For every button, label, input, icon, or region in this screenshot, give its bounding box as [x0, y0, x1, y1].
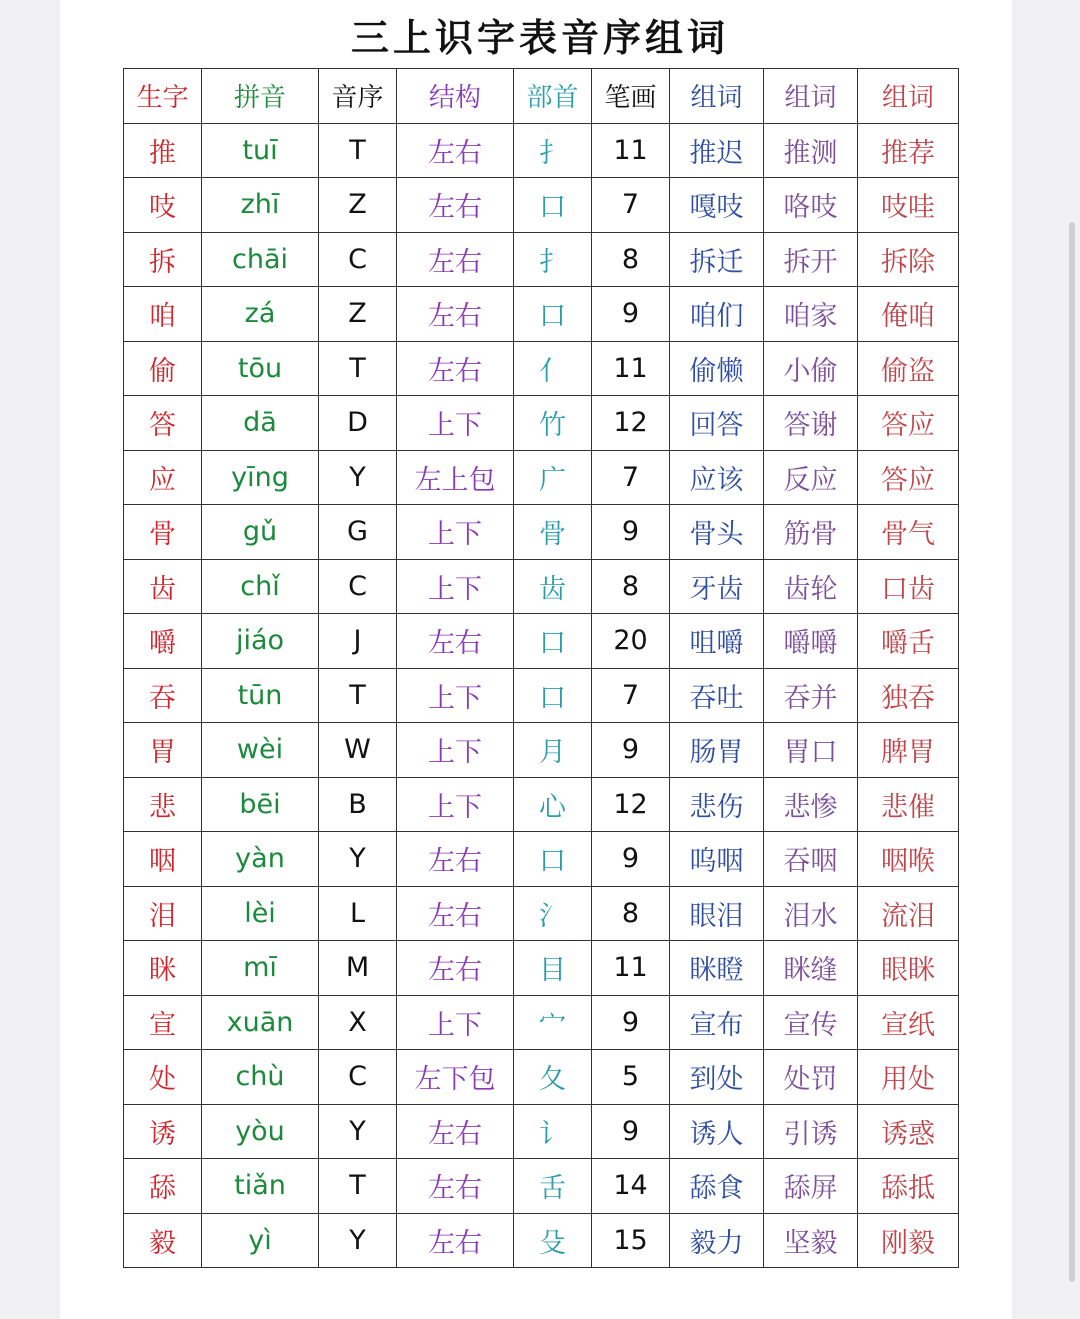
table-row — [124, 1050, 959, 1105]
order-cell: Y — [319, 832, 397, 887]
order-cell: D — [319, 396, 397, 451]
header-char: 生字 — [124, 69, 202, 124]
word-1-cell: 宣布 — [670, 995, 764, 1050]
char-cell: 毅 — [124, 1213, 202, 1268]
header-word-1: 组词 — [670, 69, 764, 124]
pinyin-cell: zá — [202, 287, 319, 342]
word-3-cell: 诱惑 — [858, 1104, 959, 1159]
table-row — [124, 287, 959, 342]
order-cell: Y — [319, 1104, 397, 1159]
word-2-cell: 推测 — [764, 123, 858, 178]
strokes-cell: 11 — [592, 123, 670, 178]
radical-cell: 宀 — [514, 995, 592, 1050]
structure-cell: 上下 — [397, 723, 514, 778]
strokes-cell: 14 — [592, 1159, 670, 1214]
char-cell: 悲 — [124, 777, 202, 832]
radical-cell: 目 — [514, 941, 592, 996]
char-cell: 咽 — [124, 832, 202, 887]
order-cell: Y — [319, 450, 397, 505]
word-1-cell: 悲伤 — [670, 777, 764, 832]
strokes-cell: 7 — [592, 668, 670, 723]
pinyin-cell: tūn — [202, 668, 319, 723]
structure-cell: 左右 — [397, 1159, 514, 1214]
char-cell: 泪 — [124, 886, 202, 941]
word-3-cell: 刚毅 — [858, 1213, 959, 1268]
structure-cell: 左右 — [397, 232, 514, 287]
strokes-cell: 15 — [592, 1213, 670, 1268]
table-row — [124, 1159, 959, 1214]
word-3-cell: 咽喉 — [858, 832, 959, 887]
order-cell: T — [319, 341, 397, 396]
strokes-cell: 20 — [592, 614, 670, 669]
radical-cell: 齿 — [514, 559, 592, 614]
word-1-cell: 到处 — [670, 1050, 764, 1105]
table-row — [124, 396, 959, 451]
pinyin-cell: chù — [202, 1050, 319, 1105]
word-1-cell: 眼泪 — [670, 886, 764, 941]
word-2-cell: 处罚 — [764, 1050, 858, 1105]
word-3-cell: 舔抵 — [858, 1159, 959, 1214]
strokes-cell: 8 — [592, 232, 670, 287]
pinyin-cell: xuān — [202, 995, 319, 1050]
word-2-cell: 胃口 — [764, 723, 858, 778]
structure-cell: 左上包 — [397, 450, 514, 505]
order-cell: G — [319, 505, 397, 560]
structure-cell: 上下 — [397, 396, 514, 451]
radical-cell: 亻 — [514, 341, 592, 396]
table-row — [124, 1104, 959, 1159]
word-1-cell: 嘎吱 — [670, 178, 764, 233]
order-cell: L — [319, 886, 397, 941]
table-row — [124, 1213, 959, 1268]
header-row — [124, 69, 959, 124]
word-2-cell: 咯吱 — [764, 178, 858, 233]
order-cell: X — [319, 995, 397, 1050]
order-cell: Z — [319, 178, 397, 233]
pinyin-cell: dā — [202, 396, 319, 451]
word-2-cell: 答谢 — [764, 396, 858, 451]
pinyin-cell: jiáo — [202, 614, 319, 669]
word-1-cell: 呜咽 — [670, 832, 764, 887]
strokes-cell: 5 — [592, 1050, 670, 1105]
structure-cell: 左右 — [397, 832, 514, 887]
word-3-cell: 答应 — [858, 396, 959, 451]
pinyin-cell: chāi — [202, 232, 319, 287]
word-2-cell: 拆开 — [764, 232, 858, 287]
order-cell: W — [319, 723, 397, 778]
word-3-cell: 脾胃 — [858, 723, 959, 778]
strokes-cell: 11 — [592, 341, 670, 396]
radical-cell: 扌 — [514, 123, 592, 178]
pinyin-cell: zhī — [202, 178, 319, 233]
word-2-cell: 引诱 — [764, 1104, 858, 1159]
table-row — [124, 614, 959, 669]
strokes-cell: 9 — [592, 832, 670, 887]
word-2-cell: 宣传 — [764, 995, 858, 1050]
table-row — [124, 777, 959, 832]
word-2-cell: 眯缝 — [764, 941, 858, 996]
vocab-table — [123, 68, 959, 1268]
char-cell: 吞 — [124, 668, 202, 723]
char-cell: 推 — [124, 123, 202, 178]
order-cell: T — [319, 668, 397, 723]
structure-cell: 上下 — [397, 995, 514, 1050]
char-cell: 诱 — [124, 1104, 202, 1159]
word-1-cell: 肠胃 — [670, 723, 764, 778]
radical-cell: 口 — [514, 832, 592, 887]
order-cell: T — [319, 123, 397, 178]
word-1-cell: 舔食 — [670, 1159, 764, 1214]
word-1-cell: 眯瞪 — [670, 941, 764, 996]
radical-cell: 夂 — [514, 1050, 592, 1105]
order-cell: T — [319, 1159, 397, 1214]
word-3-cell: 吱哇 — [858, 178, 959, 233]
radical-cell: 殳 — [514, 1213, 592, 1268]
table-row — [124, 505, 959, 560]
word-3-cell: 用处 — [858, 1050, 959, 1105]
word-2-cell: 嚼嚼 — [764, 614, 858, 669]
word-2-cell: 齿轮 — [764, 559, 858, 614]
order-cell: M — [319, 941, 397, 996]
structure-cell: 左右 — [397, 941, 514, 996]
table-row — [124, 723, 959, 778]
radical-cell: 竹 — [514, 396, 592, 451]
pinyin-cell: yòu — [202, 1104, 319, 1159]
pinyin-cell: lèi — [202, 886, 319, 941]
char-cell: 骨 — [124, 505, 202, 560]
order-cell: J — [319, 614, 397, 669]
strokes-cell: 12 — [592, 396, 670, 451]
word-2-cell: 吞咽 — [764, 832, 858, 887]
char-cell: 嚼 — [124, 614, 202, 669]
word-3-cell: 流泪 — [858, 886, 959, 941]
word-2-cell: 筋骨 — [764, 505, 858, 560]
word-1-cell: 牙齿 — [670, 559, 764, 614]
word-1-cell: 咀嚼 — [670, 614, 764, 669]
strokes-cell: 7 — [592, 450, 670, 505]
structure-cell: 左下包 — [397, 1050, 514, 1105]
word-1-cell: 咱们 — [670, 287, 764, 342]
order-cell: Y — [319, 1213, 397, 1268]
table-row — [124, 178, 959, 233]
header-word-2: 组词 — [764, 69, 858, 124]
char-cell: 舔 — [124, 1159, 202, 1214]
word-1-cell: 吞吐 — [670, 668, 764, 723]
word-2-cell: 坚毅 — [764, 1213, 858, 1268]
word-1-cell: 毅力 — [670, 1213, 764, 1268]
strokes-cell: 7 — [592, 178, 670, 233]
word-2-cell: 吞并 — [764, 668, 858, 723]
word-1-cell: 骨头 — [670, 505, 764, 560]
word-3-cell: 推荐 — [858, 123, 959, 178]
order-cell: C — [319, 1050, 397, 1105]
char-cell: 咱 — [124, 287, 202, 342]
radical-cell: 口 — [514, 287, 592, 342]
char-cell: 眯 — [124, 941, 202, 996]
strokes-cell: 8 — [592, 886, 670, 941]
header-order: 音序 — [319, 69, 397, 124]
char-cell: 宣 — [124, 995, 202, 1050]
header-pinyin: 拼音 — [202, 69, 319, 124]
pinyin-cell: tiǎn — [202, 1159, 319, 1214]
radical-cell: 广 — [514, 450, 592, 505]
radical-cell: 口 — [514, 178, 592, 233]
radical-cell: 舌 — [514, 1159, 592, 1214]
structure-cell: 左右 — [397, 123, 514, 178]
order-cell: Z — [319, 287, 397, 342]
pinyin-cell: tōu — [202, 341, 319, 396]
char-cell: 偷 — [124, 341, 202, 396]
strokes-cell: 9 — [592, 723, 670, 778]
char-cell: 胃 — [124, 723, 202, 778]
word-3-cell: 口齿 — [858, 559, 959, 614]
strokes-cell: 9 — [592, 505, 670, 560]
strokes-cell: 9 — [592, 1104, 670, 1159]
pinyin-cell: chǐ — [202, 559, 319, 614]
word-2-cell: 反应 — [764, 450, 858, 505]
order-cell: B — [319, 777, 397, 832]
pinyin-cell: yīng — [202, 450, 319, 505]
table-row — [124, 232, 959, 287]
word-1-cell: 诱人 — [670, 1104, 764, 1159]
pinyin-cell: yì — [202, 1213, 319, 1268]
header-radical: 部首 — [514, 69, 592, 124]
radical-cell: 月 — [514, 723, 592, 778]
word-3-cell: 答应 — [858, 450, 959, 505]
word-2-cell: 泪水 — [764, 886, 858, 941]
table-row — [124, 559, 959, 614]
table-row — [124, 450, 959, 505]
pinyin-cell: gǔ — [202, 505, 319, 560]
strokes-cell: 9 — [592, 287, 670, 342]
table-row — [124, 832, 959, 887]
structure-cell: 左右 — [397, 886, 514, 941]
radical-cell: 骨 — [514, 505, 592, 560]
word-3-cell: 宣纸 — [858, 995, 959, 1050]
table-row — [124, 668, 959, 723]
word-2-cell: 小偷 — [764, 341, 858, 396]
structure-cell: 左右 — [397, 287, 514, 342]
structure-cell: 左右 — [397, 614, 514, 669]
structure-cell: 左右 — [397, 1213, 514, 1268]
scrollbar[interactable] — [1069, 222, 1075, 1282]
radical-cell: 扌 — [514, 232, 592, 287]
structure-cell: 左右 — [397, 1104, 514, 1159]
pinyin-cell: wèi — [202, 723, 319, 778]
order-cell: C — [319, 559, 397, 614]
page-title: 三上识字表音序组词 — [350, 16, 729, 60]
structure-cell: 上下 — [397, 668, 514, 723]
strokes-cell: 11 — [592, 941, 670, 996]
word-3-cell: 嚼舌 — [858, 614, 959, 669]
structure-cell: 左右 — [397, 341, 514, 396]
header-structure: 结构 — [397, 69, 514, 124]
structure-cell: 上下 — [397, 777, 514, 832]
word-3-cell: 拆除 — [858, 232, 959, 287]
pinyin-cell: bēi — [202, 777, 319, 832]
radical-cell: 氵 — [514, 886, 592, 941]
word-3-cell: 俺咱 — [858, 287, 959, 342]
char-cell: 应 — [124, 450, 202, 505]
word-3-cell: 悲催 — [858, 777, 959, 832]
word-1-cell: 偷懒 — [670, 341, 764, 396]
word-3-cell: 独吞 — [858, 668, 959, 723]
word-1-cell: 拆迁 — [670, 232, 764, 287]
char-cell: 齿 — [124, 559, 202, 614]
word-2-cell: 舔屏 — [764, 1159, 858, 1214]
table-row — [124, 941, 959, 996]
pinyin-cell: tuī — [202, 123, 319, 178]
char-cell: 吱 — [124, 178, 202, 233]
order-cell: C — [319, 232, 397, 287]
structure-cell: 上下 — [397, 505, 514, 560]
word-1-cell: 推迟 — [670, 123, 764, 178]
word-3-cell: 眼眯 — [858, 941, 959, 996]
strokes-cell: 9 — [592, 995, 670, 1050]
char-cell: 答 — [124, 396, 202, 451]
header-strokes: 笔画 — [592, 69, 670, 124]
strokes-cell: 12 — [592, 777, 670, 832]
word-2-cell: 咱家 — [764, 287, 858, 342]
table-row — [124, 995, 959, 1050]
word-3-cell: 骨气 — [858, 505, 959, 560]
table-row — [124, 341, 959, 396]
pinyin-cell: mī — [202, 941, 319, 996]
word-1-cell: 应该 — [670, 450, 764, 505]
radical-cell: 口 — [514, 614, 592, 669]
word-2-cell: 悲惨 — [764, 777, 858, 832]
structure-cell: 上下 — [397, 559, 514, 614]
structure-cell: 左右 — [397, 178, 514, 233]
word-3-cell: 偷盗 — [858, 341, 959, 396]
table-row — [124, 886, 959, 941]
header-word-3: 组词 — [858, 69, 959, 124]
table-row — [124, 123, 959, 178]
word-1-cell: 回答 — [670, 396, 764, 451]
strokes-cell: 8 — [592, 559, 670, 614]
radical-cell: 心 — [514, 777, 592, 832]
char-cell: 拆 — [124, 232, 202, 287]
radical-cell: 讠 — [514, 1104, 592, 1159]
char-cell: 处 — [124, 1050, 202, 1105]
radical-cell: 口 — [514, 668, 592, 723]
pinyin-cell: yàn — [202, 832, 319, 887]
